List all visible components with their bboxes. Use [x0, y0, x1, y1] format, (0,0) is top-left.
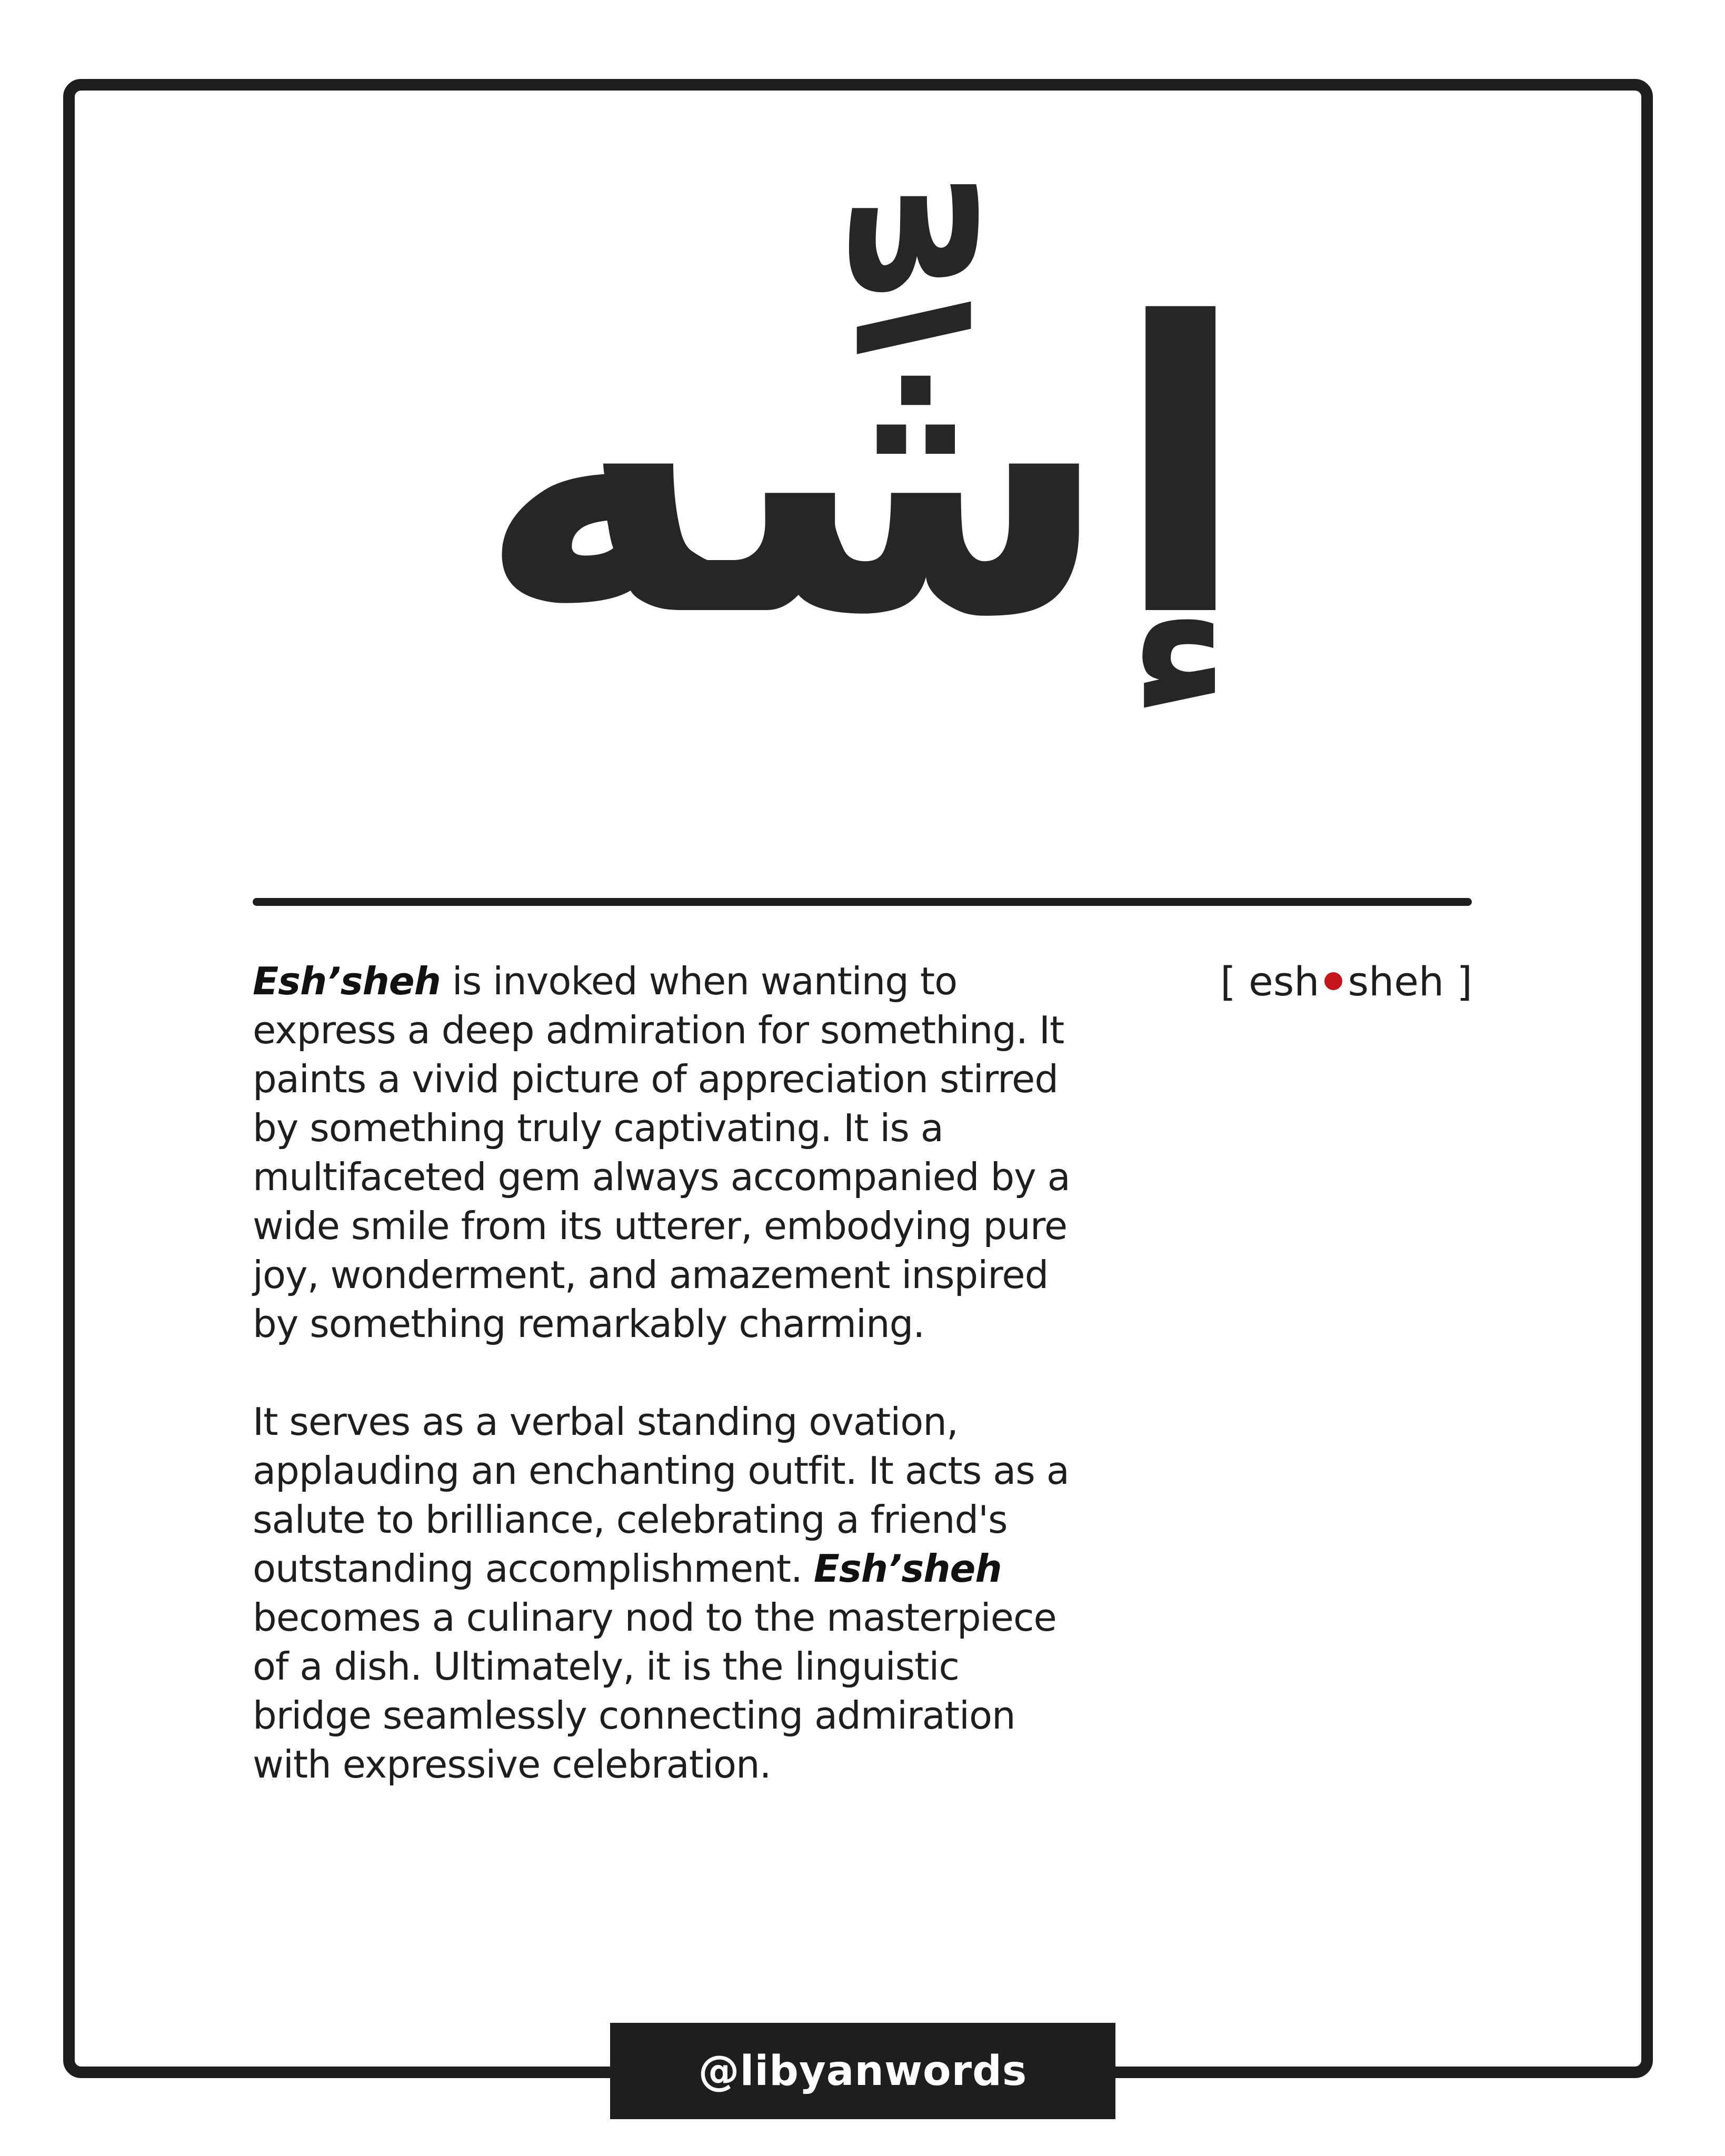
arabic-headword: إشِّه [476, 239, 1249, 705]
pronunciation-syllable-1: esh [1248, 958, 1320, 1005]
definition-paragraph-2-end: becomes a culinary nod to the masterpiece of a dish. Ultimately, it is the linguistic bridge seamlessly connecting admiration with expressive celebration. [253, 1595, 1056, 1786]
pronunciation-open-bracket: [ [1220, 958, 1236, 1005]
pronunciation-syllable-2: sheh [1348, 958, 1444, 1005]
social-handle: @libyanwords [698, 2047, 1028, 2095]
definition-paragraph-1 [253, 957, 1074, 1349]
handle-badge [610, 2023, 1115, 2119]
divider-line [253, 898, 1472, 906]
definition-paragraph-1-body: is invoked when wanting to express a deep admiration for something. It paints a vivid picture of appreciation stirred by something truly captivating. It is a multifaceted gem always accompanied by a wide smile from its utterer, embodying pure joy, wonderment, and amazement inspired by something remarkably charming. [253, 959, 1070, 1346]
definition-paragraph-2-start: It serves as a verbal standing ovation, applauding an enchanting outfit. It acts as a salute to brilliance, celebrating a friend's outstanding accomplishment. [253, 1400, 1069, 1591]
definition-paragraph-2 [253, 1398, 1074, 1789]
term-emphasis: Esh’sheh [253, 959, 441, 1003]
term-emphasis: Esh’sheh [813, 1546, 1002, 1591]
syllable-dot-icon [1324, 972, 1342, 990]
definition-text [253, 957, 1074, 1838]
pronunciation [1220, 957, 1472, 1006]
pronunciation-close-bracket: ] [1457, 958, 1472, 1005]
